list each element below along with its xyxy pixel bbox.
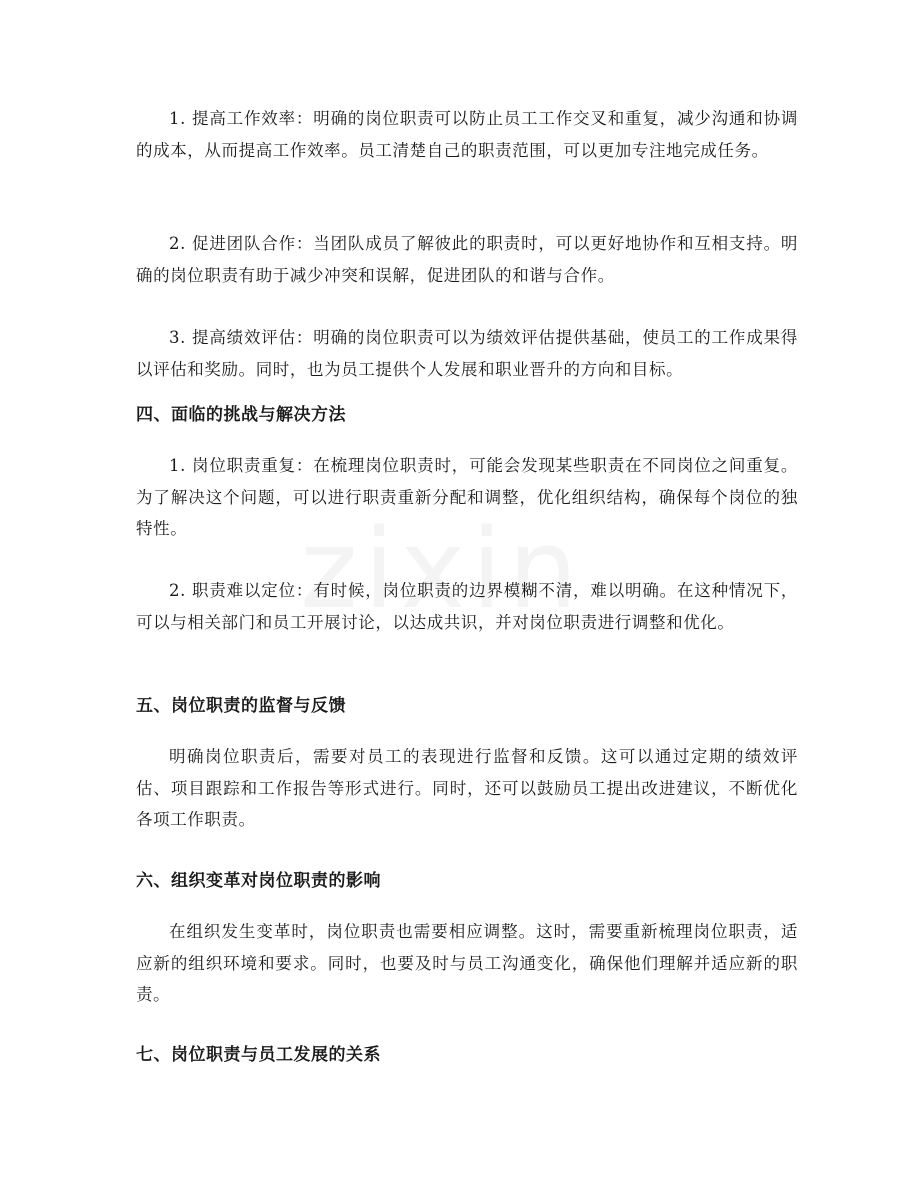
paragraph-efficiency: 1. 提高工作效率：明确的岗位职责可以防止员工工作交叉和重复，减少沟通和协调的成本，从而提高工作效率。员工清楚自己的职责范围，可以更加专注地完成任务。 <box>136 109 798 160</box>
heading-supervision: 五、岗位职责的监督与反馈 <box>136 696 346 716</box>
heading-org-change: 六、组织变革对岗位职责的影响 <box>136 871 381 891</box>
paragraph-supervision: 明确岗位职责后，需要对员工的表现进行监督和反馈。这可以通过定期的绩效评估、项目跟踪和工作报告等形式进行。同时，还可以鼓励员工提出改进建议，不断优化各项工作职责。 <box>136 747 798 829</box>
paragraph-performance: 3. 提高绩效评估：明确的岗位职责可以为绩效评估提供基础，使员工的工作成果得以评估和奖励。同时，也为员工提供个人发展和职业晋升的方向和目标。 <box>136 328 798 379</box>
heading-employee-development: 七、岗位职责与员工发展的关系 <box>136 1045 381 1065</box>
paragraph-org-change: 在组织发生变革时，岗位职责也需要相应调整。这时，需要重新梳理岗位职责，适应新的组织环境和要求。同时，也要及时与员工沟通变化，确保他们理解并适应新的职责。 <box>136 922 798 1004</box>
paragraph-duplication: 1. 岗位职责重复：在梳理岗位职责时，可能会发现某些职责在不同岗位之间重复。为了解决这个问题，可以进行职责重新分配和调整，优化组织结构，确保每个岗位的独特性。 <box>136 456 798 538</box>
paragraph-teamwork: 2. 促进团队合作：当团队成员了解彼此的职责时，可以更好地协作和互相支持。明确的岗位职责有助于减少冲突和误解，促进团队的和谐与合作。 <box>136 234 798 285</box>
heading-challenges: 四、面临的挑战与解决方法 <box>136 405 346 425</box>
paragraph-positioning: 2. 职责难以定位：有时候，岗位职责的边界模糊不清，难以明确。在这种情况下，可以与相关部门和员工开展讨论，以达成共识，并对岗位职责进行调整和优化。 <box>136 581 798 632</box>
